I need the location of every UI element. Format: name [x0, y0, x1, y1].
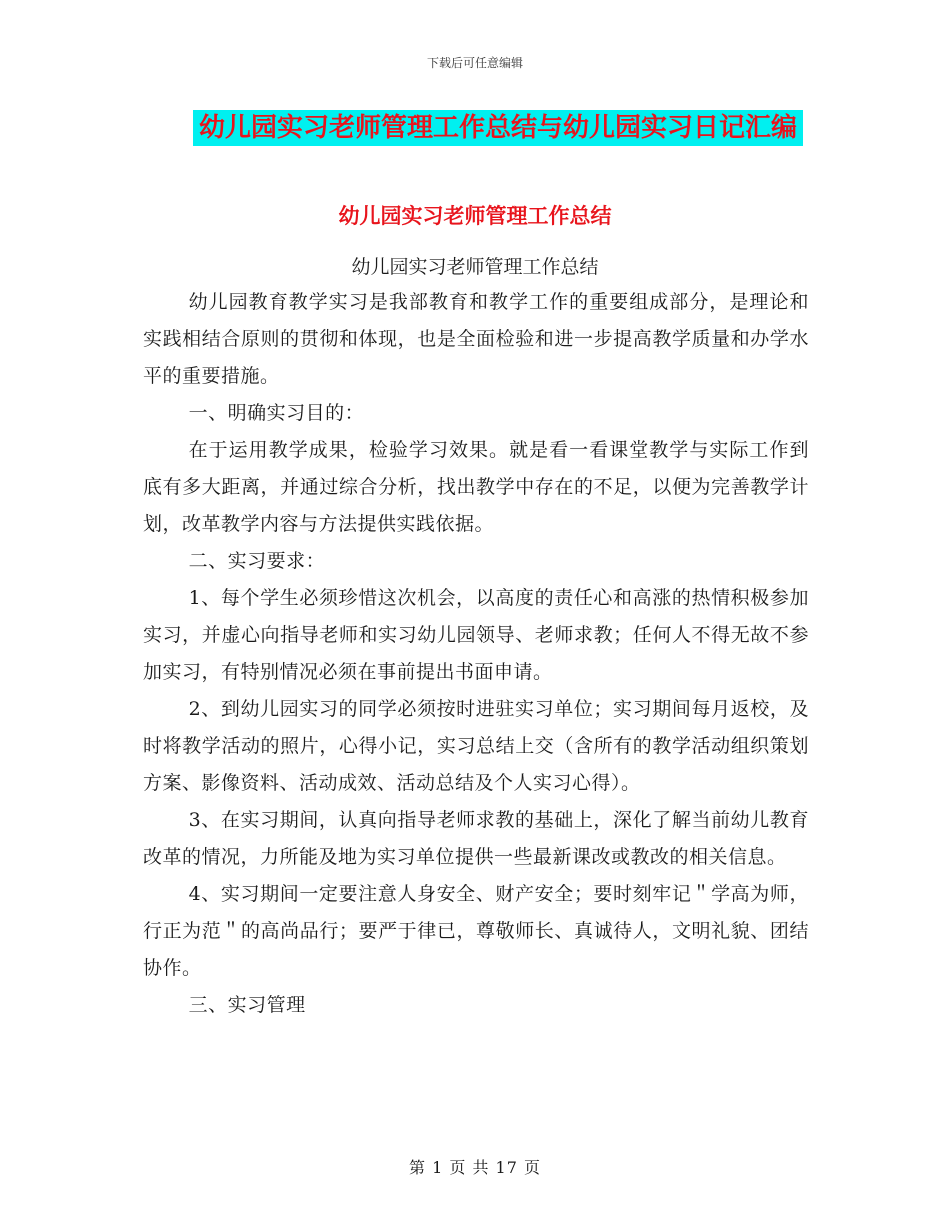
document-body — [143, 284, 809, 1024]
main-title-highlight — [193, 110, 803, 146]
paragraph-requirement-1: 1、每个学生必须珍惜这次机会，以高度的责任心和高涨的热情积极参加实习，并虚心向指导老师和实习幼儿园领导、老师求教；任何人不得无故不参加实习，有特别情况必须在事前提出书面申请。 — [143, 587, 809, 683]
heading-purpose: 一、明确实习目的： — [188, 402, 365, 424]
sub-title: 幼儿园实习老师管理工作总结 — [351, 256, 599, 278]
paragraph-requirement-4: 4、实习期间一定要注意人身安全、财产安全；要时刻牢记＂学高为师，行正为范＂的高尚品行；要严于律已，尊敬师长、真诚待人，文明礼貌、团结协作。 — [143, 883, 809, 979]
paragraph-intro: 幼儿园教育教学实习是我部教育和教学工作的重要组成部分，是理论和实践相结合原则的贯彻和体现，也是全面检验和进一步提高教学质量和办学水平的重要措施。 — [143, 291, 809, 387]
section-title: 幼儿园实习老师管理工作总结 — [338, 204, 612, 228]
main-title: 幼儿园实习老师管理工作总结与幼儿园实习日记汇编 — [198, 113, 797, 143]
paragraph-purpose: 在于运用教学成果，检验学习效果。就是看一看课堂教学与实际工作到底有多大距离，并通过综合分析，找出教学中存在的不足，以便为完善教学计划，改革教学内容与方法提供实践依据。 — [143, 439, 809, 535]
heading-requirements: 二、实习要求： — [188, 550, 326, 572]
paragraph-requirement-3: 3、在实习期间，认真向指导老师求教的基础上，深化了解当前幼儿教育改革的情况，力所能及地为实习单位提供一些最新课改或教改的相关信息。 — [143, 809, 809, 868]
heading-management: 三、实习管理 — [188, 994, 306, 1016]
paragraph-requirement-2: 2、到幼儿园实习的同学必须按时进驻实习单位；实习期间每月返校，及时将教学活动的照片，心得小记，实习总结上交（含所有的教学活动组织策划方案、影像资料、活动成效、活动总结及个人实习心得）。 — [143, 698, 809, 794]
header-note: 下载后可任意编辑 — [426, 56, 523, 70]
page-number: 第 1 页 共 17 页 — [409, 1158, 541, 1177]
